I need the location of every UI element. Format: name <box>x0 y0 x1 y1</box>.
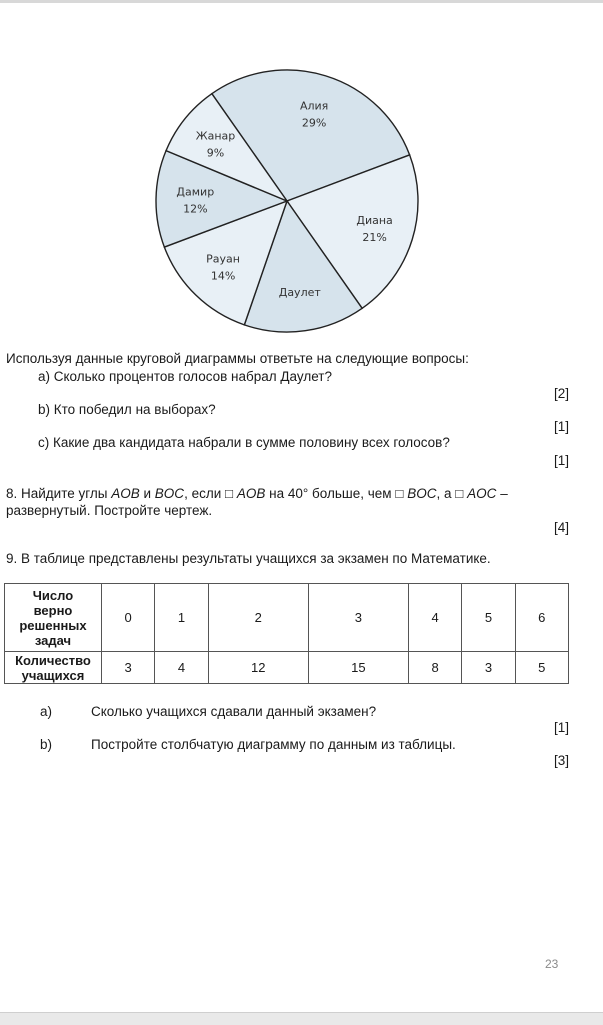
table-row <box>5 652 569 684</box>
pie-slice-name: Дамир <box>176 185 215 199</box>
q9-letter-a: a) <box>40 704 53 719</box>
pie-slice-name: Диана <box>356 214 393 228</box>
q7-question-b: b) Кто победил на выборах? <box>38 402 216 417</box>
table-cell: 1 <box>155 584 208 652</box>
q9-question-a: Сколько учащихся сдавали данный экзамен? <box>91 704 377 719</box>
pie-slice-percent: 21% <box>362 231 387 245</box>
table-cell: 4 <box>408 584 461 652</box>
table-cell: 8 <box>408 652 461 684</box>
q8-text: 8. Найдите углы <box>6 486 112 501</box>
q8-angle-aoc: AOC <box>463 486 497 501</box>
q8-line1 <box>6 486 508 501</box>
pie-slice-name: Жанар <box>195 129 236 143</box>
pie-slice-percent: 9% <box>206 146 225 160</box>
q8-text: , если <box>184 486 225 501</box>
pie-slice-percent: 29% <box>301 116 327 130</box>
q9-letter-b: b) <box>40 737 53 752</box>
angle-symbol-icon: □ <box>395 486 404 501</box>
pie-slice-name: Даулет <box>278 285 321 299</box>
q7-mark-b: [1] <box>553 419 569 434</box>
q7-intro: Используя данные круговой диаграммы ответьте на следующие вопросы: <box>6 351 469 366</box>
table-cell: 6 <box>515 584 568 652</box>
table-cell: 5 <box>462 584 515 652</box>
bottom-border <box>0 1012 603 1025</box>
row-header-students: Количество учащихся <box>5 652 102 684</box>
table-cell: 15 <box>308 652 408 684</box>
q7-mark-a: [2] <box>553 386 569 401</box>
pie-slice-name: Алия <box>299 99 329 113</box>
table-cell: 5 <box>515 652 568 684</box>
q8-mark: [4] <box>553 520 569 535</box>
q7-mark-c: [1] <box>553 453 569 468</box>
pie-slice-percent: 14% <box>210 269 236 283</box>
q8-angle-aob: AOB <box>111 486 140 501</box>
q8-text: и <box>139 486 155 501</box>
q8-line2: развернутый. Постройте чертеж. <box>6 503 213 518</box>
pie-slice-name: Рауан <box>206 252 240 266</box>
q8-angle-boc: BOC <box>403 486 437 501</box>
table-cell: 3 <box>462 652 515 684</box>
q9-mark-a: [1] <box>553 720 569 735</box>
row-header-solved: Число верно решенных задач <box>5 584 102 652</box>
table-cell: 3 <box>308 584 408 652</box>
pie-slice-percent: 12% <box>183 202 208 216</box>
pie-chart <box>0 0 603 345</box>
page-number: 23 <box>545 957 559 971</box>
q8-text: , а <box>436 486 456 501</box>
table-cell: 0 <box>102 584 155 652</box>
q8-text: – <box>496 486 508 501</box>
table-cell: 3 <box>102 652 155 684</box>
q7-question-a: a) Сколько процентов голосов набрал Даулет? <box>38 369 332 384</box>
table-cell: 2 <box>208 584 308 652</box>
results-table <box>4 583 569 684</box>
q8-text: на 40° больше, чем <box>265 486 396 501</box>
table-cell: 4 <box>155 652 208 684</box>
table-row <box>5 584 569 652</box>
angle-symbol-icon: □ <box>455 486 464 501</box>
table-cell: 12 <box>208 652 308 684</box>
q9-mark-b: [3] <box>553 753 569 768</box>
q9-intro: 9. В таблице представлены результаты учащихся за экзамен по Математике. <box>6 551 491 566</box>
q7-question-c: c) Какие два кандидата набрали в сумме половину всех голосов? <box>38 435 450 450</box>
angle-symbol-icon: □ <box>225 486 234 501</box>
q9-question-b: Постройте столбчатую диаграмму по данным из таблицы. <box>91 737 456 752</box>
q8-angle-boc: BOC <box>154 486 185 501</box>
q8-angle-aob: AOB <box>233 486 266 501</box>
